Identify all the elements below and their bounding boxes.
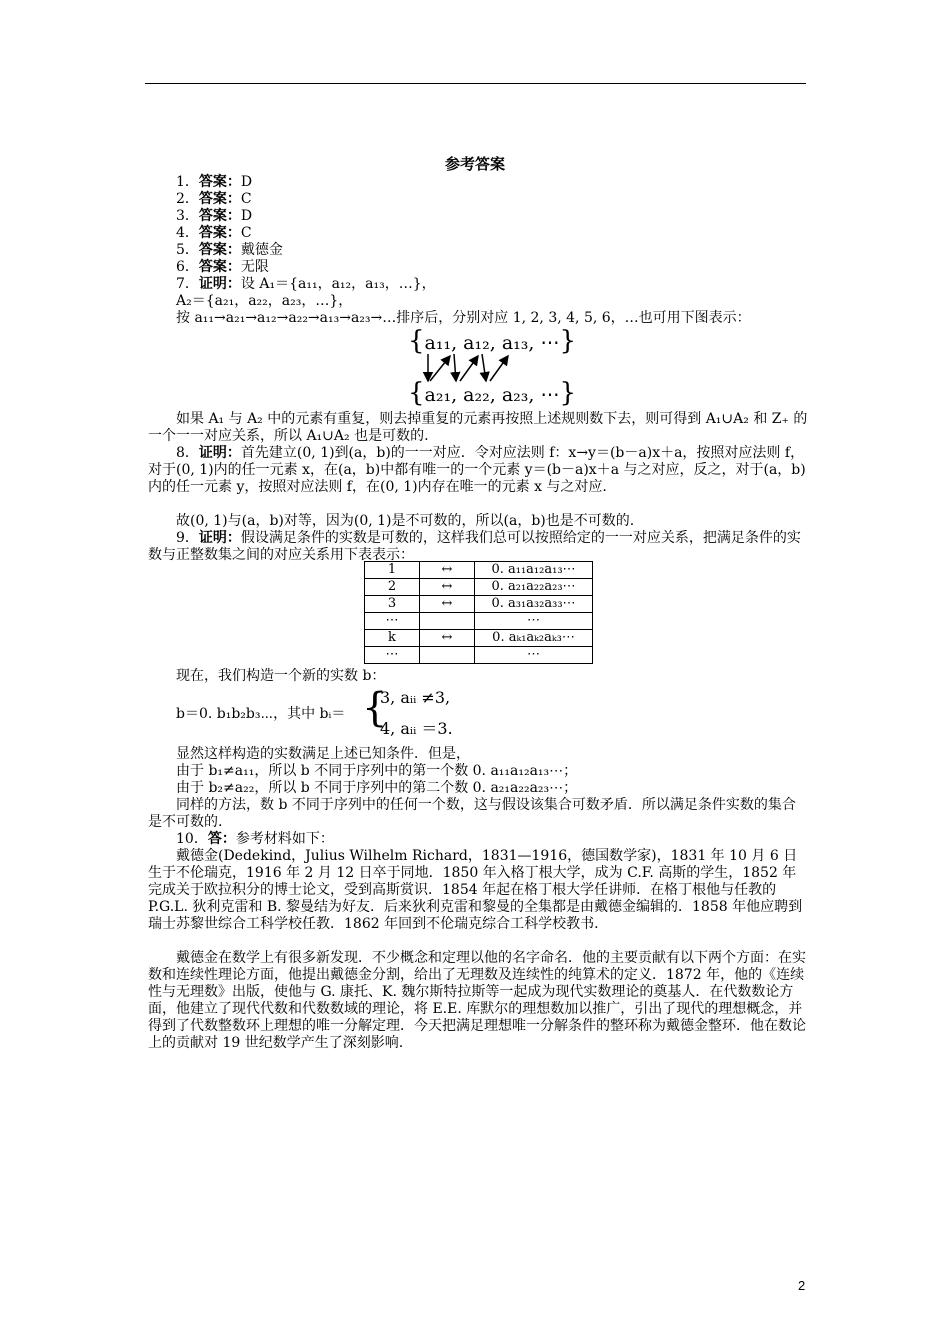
q10-paragraph-2: 戴德金在数学上有很多新发现．不少概念和定理以他的名字命名．他的主要贡献有以下两个方面：在实数和连续性理论方面，他提出戴德金分割，给出了无理数及连续性的纯算术的定义．1872 年，他的《连续性与无理数》出版，使他与 G. 康托、K. 魏尔斯特拉斯等一起成为现代实数理论的奠基人．在代数数论方面，他建立了现代代数和代数数域的理论，将 E.E. 库默尔的理想数加以推广，引出了现代的理想概念，并得到了代数整数环上理想的唯一分解定理．今天把满足理想唯一分解条件的整环称为戴德金整环．他在数论上的贡献对 19 世纪数学产生了深刻影响. (148, 950, 806, 1051)
q7-line-2: A₂＝{a₂₁，a₂₂，a₂₃，…}， (176, 293, 353, 309)
q10-label: 答： (207, 831, 236, 847)
answer-label: 答案： (198, 174, 241, 190)
diagram-top-set: {a₁₁, a₁₂, a₁₃, ⋯} (408, 326, 577, 356)
answer-label: 答案： (198, 259, 241, 275)
q7-text: 设 A₁＝{a₁₁，a₁₂，a₁₃，…}， (240, 276, 436, 292)
table-row: ⋯ ⋯ (365, 613, 593, 630)
table-row: 3 ↔ 0. a₃₁a₃₂a₃₃⋯ (365, 596, 593, 613)
answer-value: 戴德金 (240, 242, 283, 258)
table-row: 2 ↔ 0. a₂₁a₂₂a₂₃⋯ (365, 579, 593, 596)
q7-number: 7． (176, 276, 199, 292)
header-rule (145, 83, 806, 84)
q7-label: 证明： (198, 276, 241, 292)
q7-line-3: 按 a₁₁→a₂₁→a₁₂→a₂₂→a₁₃→a₂₃→…排序后，分别对应 1, 2, 3, 4, 5, 6，…也可用下图表示： (176, 310, 751, 326)
q8-conclusion: 故(0, 1)与(a，b)对等，因为(0, 1)是不可数的，所以(a，b)也是不可数的. (176, 513, 635, 529)
answer-label: 答案： (198, 225, 241, 241)
q10-line (176, 831, 334, 848)
case-2: 4, aᵢᵢ ＝3. (380, 719, 453, 738)
answer-number: 3． (176, 208, 199, 224)
q8-paragraph: 8．证明：首先建立(0, 1)到(a，b)的一一对应．令对应法则 f：x→y＝(b－a)x＋a，按照对应法则 f，对于(0, 1)内的任一元素 x，在(a，b)中都有唯一的一个元素 y＝(b－a)x＋a 与之对应，反之，对于(a，b)内的任一元素 y，按照对应法则 f，在(0, 1)内存在唯一的元素 x 与之对应. (148, 445, 806, 495)
correspondence-diagram (406, 326, 577, 408)
answer-value: 无限 (240, 259, 269, 275)
q7-line-1 (176, 276, 436, 293)
q9-line-b: 由于 b₁≠a₁₁，所以 b 不同于序列中的第一个数 0. a₁₁a₁₂a₁₃⋯； (176, 763, 578, 779)
answer-label: 答案： (198, 191, 241, 207)
q9-line-a: 显然这样构造的实数满足上述已知条件．但是， (176, 746, 470, 762)
answer-number: 4． (176, 225, 199, 241)
diagram-bottom-set: {a₂₁, a₂₂, a₂₃, ⋯} (408, 378, 577, 408)
answer-number: 5． (176, 242, 199, 258)
page-title: 参考答案 (444, 155, 505, 173)
q10-number: 10． (176, 831, 208, 847)
answer-5 (176, 242, 283, 259)
table-row: 1 ↔ 0. a₁₁a₁₂a₁₃⋯ (365, 562, 593, 579)
answer-value: D (240, 174, 253, 190)
q9-construct-line: 现在，我们构造一个新的实数 b： (176, 668, 386, 684)
q9-paragraph: 9．证明：假设满足条件的实数是可数的，这样我们总可以按照给定的一一对应关系，把满足条件的实数与正整数集之间的对应关系用下表表示： (148, 530, 801, 563)
answer-4 (176, 225, 252, 242)
b-definition (176, 686, 496, 738)
answer-2 (176, 191, 252, 208)
answer-number: 1． (176, 174, 199, 190)
answer-label: 答案： (198, 242, 241, 258)
q10-intro: 参考材料如下： (235, 831, 334, 847)
answer-1 (176, 174, 252, 191)
answer-value: C (240, 225, 252, 241)
q10-paragraph-1: 戴德金(Dedekind，Julius Wilhelm Richard，1831—1916，德国数学家)，1831 年 10 月 6 日生于不伦瑞克，1916 年 2 月 12 日卒于同地．1850 年入格丁根大学，成为 C.F. 高斯的学生，1852 年完成关于欧拉积分的博士论文，受到高斯赏识．1854 年起在格丁根大学任讲师．在格丁根他与任教的 P.G.L. 狄利克雷和 B. 黎曼结为好友．后来狄利克雷和黎曼的全集都是由戴德金编辑的．1858 年他应聘到瑞士苏黎世综合工科学校任教．1862 年回到不伦瑞克综合工科学校教书. (148, 848, 803, 932)
b-definition-text: b＝0. b₁b₂b₃⋯，其中 bᵢ＝ (176, 706, 346, 722)
answer-number: 2． (176, 191, 199, 207)
q7-paragraph: 如果 A₁ 与 A₂ 中的元素有重复，则去掉重复的元素再按照上述规则数下去，则可得到 A₁∪A₂ 和 Z₊ 的一个一一对应关系，所以 A₁∪A₂ 也是可数的. (148, 411, 808, 444)
answer-number: 6． (176, 259, 199, 275)
cases-brace: { (362, 685, 388, 731)
answer-value: D (240, 208, 253, 224)
q9-line-c: 由于 b₂≠a₂₂，所以 b 不同于序列中的第二个数 0. a₂₁a₂₂a₂₃⋯； (176, 780, 578, 796)
answer-value: C (240, 191, 252, 207)
correspondence-table (364, 561, 593, 664)
answer-label: 答案： (198, 208, 241, 224)
case-1: 3, aᵢᵢ ≠3, (380, 688, 451, 707)
table-row: ⋯ ⋯ (365, 647, 593, 664)
answer-3 (176, 208, 252, 225)
answer-6 (176, 259, 269, 276)
q9-conclusion: 同样的方法，数 b 不同于序列中的任何一个数，这与假设该集合可数矛盾．所以满足条件实数的集合是不可数的. (148, 797, 796, 830)
table-row: k ↔ 0. aₖ₁aₖ₂aₖ₃⋯ (365, 630, 593, 647)
page-number: 2 (798, 1278, 806, 1293)
